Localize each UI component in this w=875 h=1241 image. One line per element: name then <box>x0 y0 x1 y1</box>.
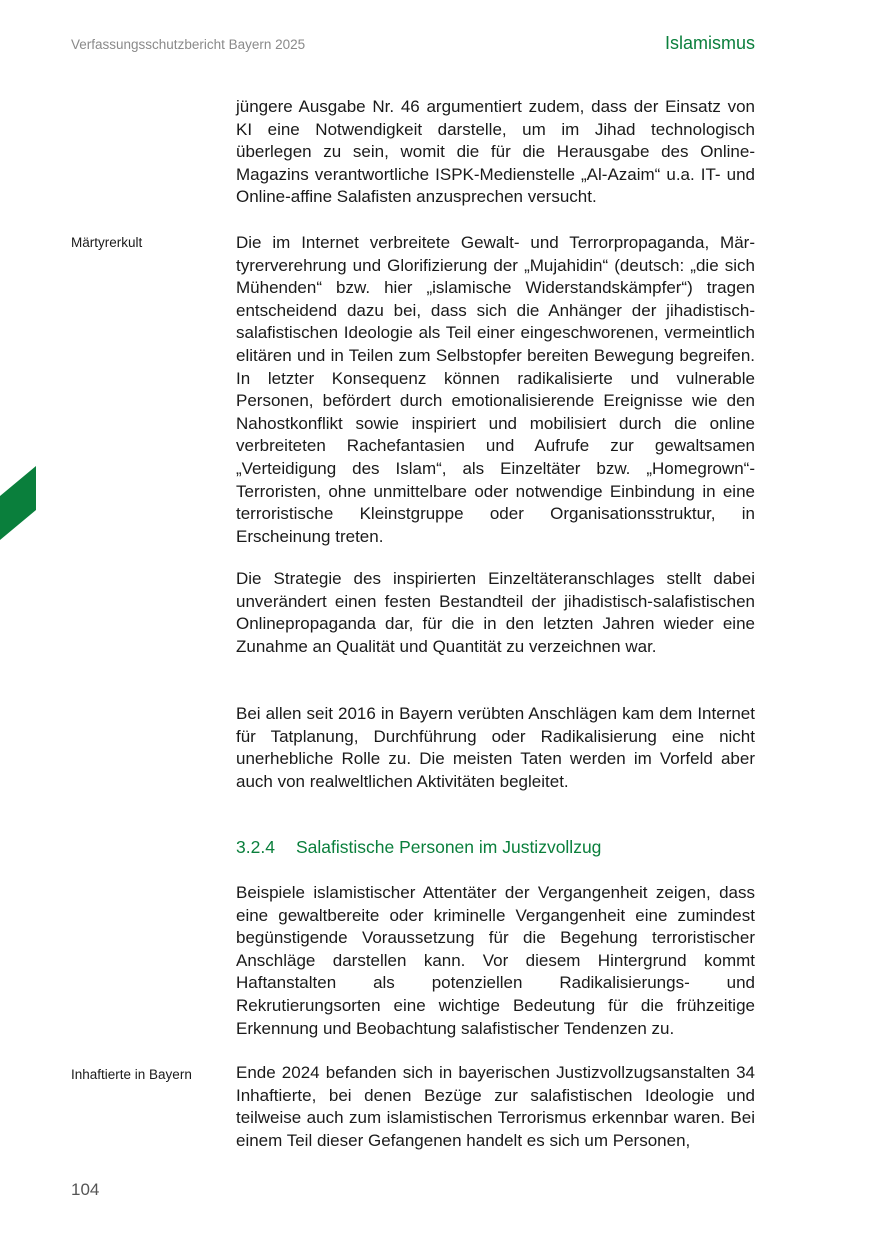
paragraph-2: Die im Internet verbreitete Gewalt- und Terrorpropaganda, Märtyrerverehrung und Glorifizierung der „Mujahidin“ (deutsch: „die sich Mühenden“ bzw. hier „islamische Widerstandskämpfer“) tragen entscheidend dazu bei, dass sich die Anhänger der jihadistisch-salafistischen Ideologie als Teil einer eingeschworenen, vermeintlich elitären und in Teilen zum Selbstopfer bereiten Bewegung begreifen. In letzter Konsequenz können radikalisierte und vulnerable Personen, befördert durch emotionalisierende Ereignisse wie den Nahostkonflikt sowie inspiriert und mobilisiert durch die online verbreiteten Rachefantasien und Aufrufe zur gewaltsamen „Verteidigung des Islam“, als Einzeltäter bzw. „Homegrown“-Terroristen, ohne unmittelbare oder notwendige Einbindung in eine terroristische Kleinstgruppe oder Organisationsstruktur, in Erscheinung treten. <box>236 233 755 546</box>
paragraph-1: jüngere Ausgabe Nr. 46 argumentiert zudem, dass der Einsatz von KI eine Notwendigkeit darstelle, um im Jihad technologisch überlegen zu sein, womit die für die Herausgabe des Online-Magazins verantwortliche ISPK-Medienstelle „Al-Azaim“ u.a. IT- und Online-affine Salafisten anzusprechen versucht. <box>236 97 755 207</box>
paragraph-6: Ende 2024 befanden sich in bayerischen Justizvollzugsanstalten 34 Inhaftierte, bei denen Bezüge zur salafistischen Ideologie und teilweise auch zum islamistischen Terrorismus erkennbar waren. Bei einem Teil dieser Gefangenen handelt es sich um Personen, <box>236 1063 755 1150</box>
paragraph-5: Beispiele islamistischer Attentäter der Vergangenheit zeigen, dass eine gewaltbereite oder kriminelle Vergangenheit eine zumindest begünstigende Voraussetzung für die Begehung terroristischer Anschläge darstellen kann. Vor diesem Hintergrund kommt Haftanstalten als potenziellen Radikalisierungs- und Rekrutierungsorten eine wichtige Bedeutung für die frühzeitige Erkennung und Beobachtung salafistischer Tendenzen zu. <box>236 883 755 1038</box>
margin-label-maertyrerkult: Märtyrerkult <box>71 235 143 250</box>
section-number: 3.2.4 <box>236 837 275 857</box>
running-header: Verfassungsschutzbericht Bayern 2025 <box>71 37 306 52</box>
paragraph-3: Die Strategie des inspirierten Einzeltäteranschlages stellt dabei unverändert einen festen Bestandteil der jihadistisch-salafistischen Onlinepropaganda dar, für die in den letzten Jahren wieder eine Zunahme an Qualität und Quantität zu verzeichnen war. <box>236 569 755 656</box>
margin-label-inhaftierte: Inhaftierte in Bayern <box>71 1067 192 1082</box>
page-number: 104 <box>71 1180 100 1199</box>
chapter-marker-tab <box>0 466 36 540</box>
section-title: Salafistische Personen im Justizvollzug <box>296 837 602 857</box>
section-heading <box>236 837 601 858</box>
chapter-title: Islamismus <box>664 33 755 53</box>
paragraph-4: Bei allen seit 2016 in Bayern verübten Anschlägen kam dem Internet für Tatplanung, Durchführung oder Radikalisierung eine nicht unerhebliche Rolle zu. Die meisten Taten werden im Vorfeld aber auch von realweltlichen Aktivitäten begleitet. <box>236 704 755 791</box>
